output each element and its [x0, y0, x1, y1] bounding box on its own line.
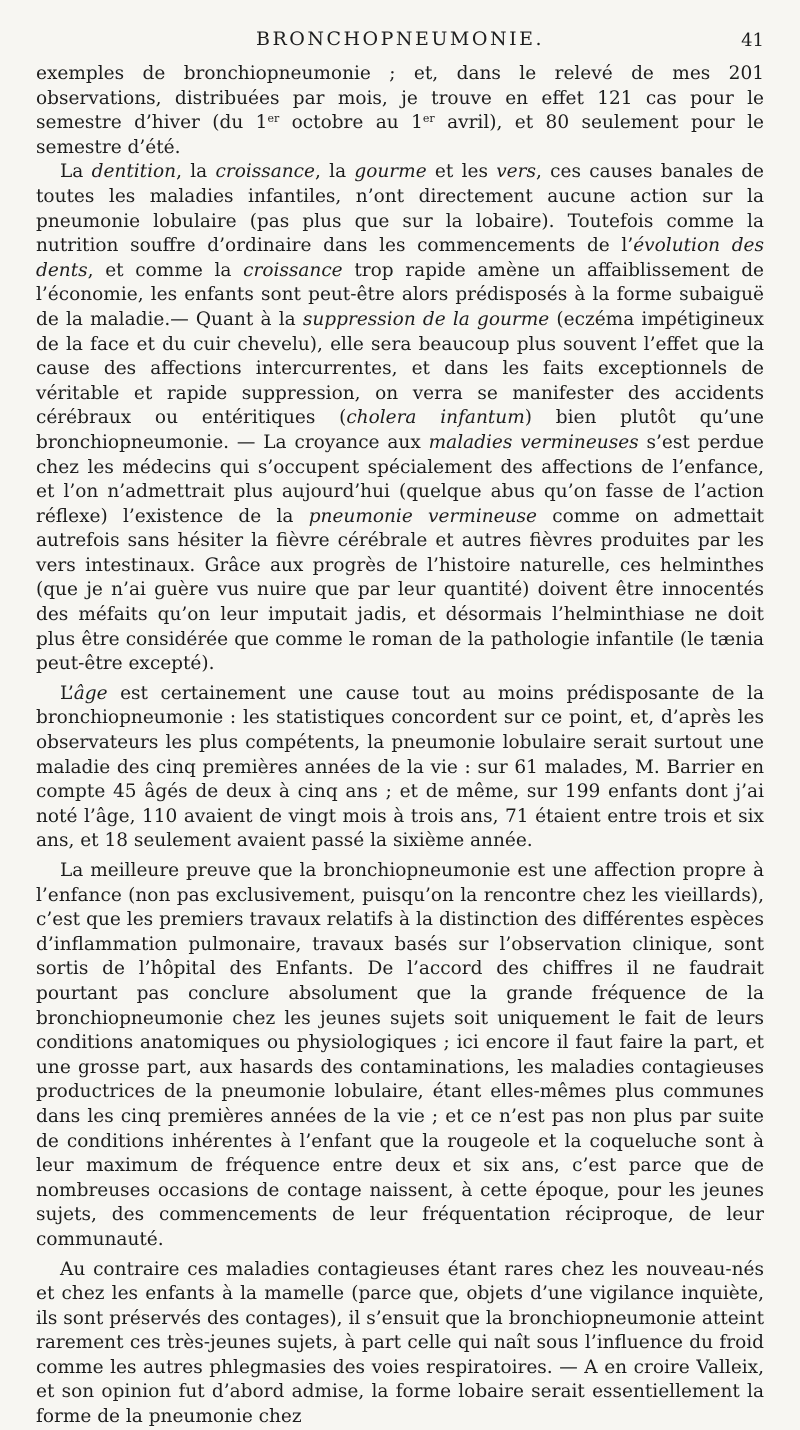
text-run: avril), et 80 seulement pour le semestre d’été.: [36, 112, 764, 158]
superscript: er: [422, 112, 435, 126]
paragraph: [36, 1258, 764, 1430]
text-run: (eczéma impétigineux de la face et du cuir chevelu), elle sera beaucoup plus souvent l’effet que la cause des affections intercurrentes, et dans les faits exceptionnels de véritable et rapide suppression, on verra se manifester des accidents cérébraux ou entéritiques (: [36, 308, 764, 429]
running-head: [36, 20, 764, 52]
text-run: s’est perdue chez les médecins qui s’occupent spécialement des affections de l’enfance, et l’on n’admettrait plus aujourd’hui (quelque abus qu’on fasse de l’action réflexe) l’existence de la: [36, 431, 764, 527]
superscript: er: [267, 112, 280, 126]
paragraph: [36, 682, 764, 854]
italic-text: croissance: [215, 161, 315, 183]
italic-text: évolution des dents: [36, 235, 764, 281]
text-run: , la: [315, 161, 355, 183]
italic-text: maladies vermineuses: [428, 431, 639, 453]
italic-text: âge: [73, 682, 108, 704]
text-run: trop rapide amène un affaiblissement de l’économie, les enfants sont peut-être alors prédisposés à la forme subaiguë de la maladie.— Quant à la: [36, 259, 764, 330]
text-run: octobre au 1: [279, 112, 423, 134]
body-text: [36, 62, 764, 1430]
running-title: BRONCHOPNEUMONIE.: [255, 28, 544, 50]
text-run: , et comme la: [87, 259, 244, 281]
italic-text: vers: [496, 161, 536, 183]
italic-text: cholera infantum: [346, 407, 525, 429]
italic-text: croissance: [243, 259, 343, 281]
italic-text: dentition: [91, 161, 177, 183]
paragraph: [36, 62, 764, 160]
text-run: La meilleure preuve que la bronchiopneumonie est une affection propre à l’enfance (non pas exclusivement, puisqu’on la rencontre chez les vieillards), c’est que les premiers travaux relatifs à la distinction des différentes espèces d’inflammation pulmonaire, travaux basés sur l’observation clinique, sont sortis de l’hôpital des Enfants. De l’accord des chiffres il ne faudrait pourtant pas conclure absolument que la grande fréquence de la bronchiopneumonie chez les jeunes sujets soit uniquement le fait de leurs conditions anatomiques ou physiologiques ; ici encore il faut faire la part, et une grosse part, aux hasards des contaminations, les maladies contagieuses productrices de la pneumonie lobulaire, étant elles-mêmes plus communes dans les cinq premières années de la vie ; et ce n’est pas non plus par suite de conditions inhérentes à l’enfant que la rougeole et la coqueluche sont à leur maximum de fréquence entre deux et six ans, c’est parce que de nombreuses occasions de contage naissent, à cette époque, pour les jeunes sujets, des commencements de leur fréquentation réciproque, de leur communauté.: [36, 860, 764, 1250]
paragraph: [36, 859, 764, 1253]
text-run: , la: [176, 161, 216, 183]
text-run: ) bien plutôt qu’une bronchiopneumonie. — La croyance aux: [36, 407, 764, 453]
text-run: comme on admettait autrefois sans hésiter la fièvre cérébrale et autres fièvres produites par les vers intestinaux. Grâce aux progrès de l’histoire naturelle, ces helminthes (que je n’ai guère vus nuire que par leur quantité) doivent être innocentés des méfaits qu’on leur imputait jadis, et désormais l’helminthiase ne doit plus être considérée que comme le roman de la pathologie infantile (le tænia peut-être excepté).: [36, 505, 764, 675]
italic-text: suppression de la gourme: [302, 308, 550, 330]
page-number: 41: [741, 30, 764, 51]
text-run: L’: [60, 682, 74, 704]
text-run: est certainement une cause tout au moins prédisposante de la bronchiopneumonie : les statistiques concordent sur ce point, et, d’après les observateurs les plus compétents, la pneumonie lobulaire serait surtout une maladie des cinq premières années de la vie : sur 61 malades, M. Barrier en compte 45 âgés de deux à cinq ans ; et de même, sur 199 enfants dont j’ai noté l’âge, 110 avaient de vingt mois à trois ans, 71 étaient entre trois et six ans, et 18 seulement avaient passé la sixième année.: [36, 682, 764, 852]
italic-text: gourme: [354, 161, 427, 183]
paragraph: [36, 160, 764, 676]
text-run: , ces causes banales de toutes les maladies infantiles, n’ont directement aucune action sur la pneumonie lobulaire (pas plus que sur la lobaire). Toutefois comme la nutrition souffre d’ordinaire dans les commencements de l’: [36, 161, 765, 257]
italic-text: pneumonie vermineuse: [308, 505, 537, 527]
text-run: La: [60, 161, 92, 183]
text-run: exemples de bronchiopneumonie ; et, dans le relevé de mes 201 observations, distribuées par mois, je trouve en effet 121 cas pour le semestre d’hiver (du 1: [36, 63, 764, 134]
text-run: Au contraire ces maladies contagieuses étant rares chez les nouveau-nés et chez les enfants à la mamelle (parce que, objets d’une vigilance inquiète, ils sont préservés des contages), il s’ensuit que la bronchiopneumonie atteint rarement ces très-jeunes sujets, à part celle qui naît sous l’influence du froid comme les autres phlegmasies des voies respiratoires. — A en croire Valleix, et son opinion fut d’abord admise, la forme lobaire serait essentiellement la forme de la pneumonie chez: [36, 1258, 764, 1428]
text-run: et les: [426, 161, 497, 183]
